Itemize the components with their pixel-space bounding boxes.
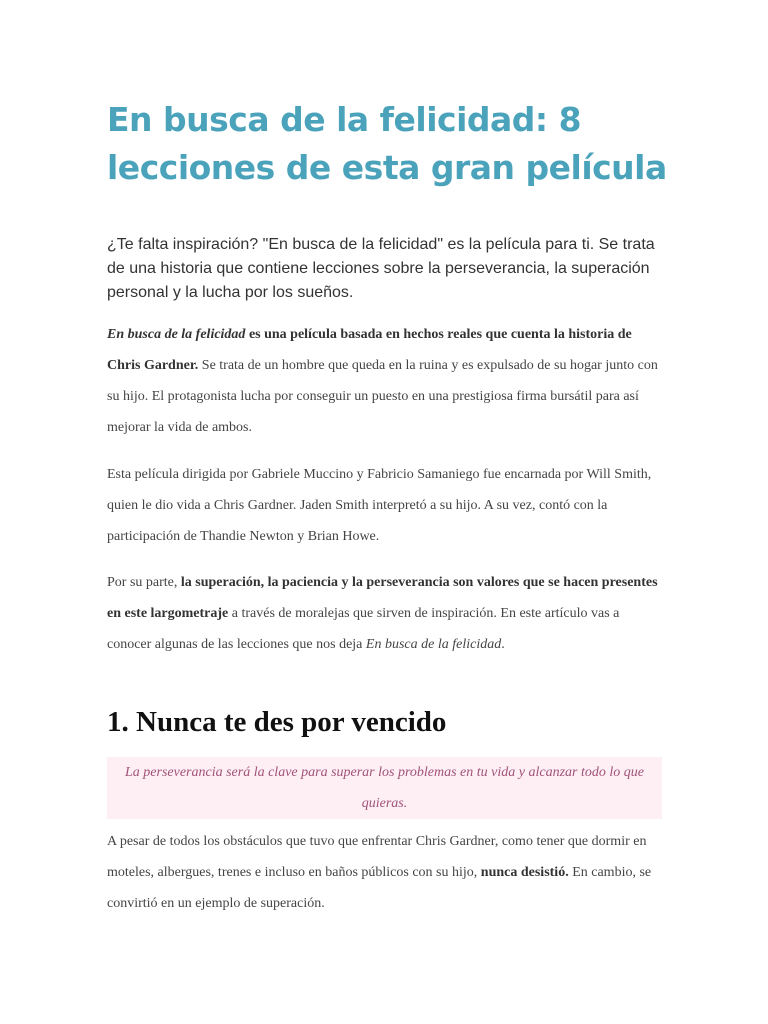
section-1-text-a: A pesar de todos los obstáculos que tuvo que enfrentar Chris Gardner, como tener que dormir en moteles, albergues, trenes e incluso en baños públicos con su hijo, [107, 834, 647, 880]
section-1-heading: 1. Nunca te des por vencido [107, 706, 447, 738]
paragraph-3 [107, 567, 667, 660]
paragraph-2: Esta película dirigida por Gabriele Muccino y Fabricio Samaniego fue encarnada por Will Smith, quien le dio vida a Chris Gardner. Jaden Smith interpretó a su hijo. A su vez, contó con la participación de Thandie Newton y Brian Howe. [107, 467, 652, 544]
section-1-quote [107, 757, 662, 819]
section-1-text-b: En cambio, se convirtió en un ejemplo de superación. [107, 865, 652, 911]
section-1-quote-text: La perseverancia será la clave para superar los problemas en tu vida y alcanzar todo lo que quieras. [125, 765, 644, 811]
section-1-bold: nunca desistió. [480, 865, 569, 880]
paragraph-3-emphasis: En busca de la felicidad [365, 637, 502, 652]
movie-title-emphasis: En busca de la felicidad [107, 327, 246, 342]
article-intro: ¿Te falta inspiración? "En busca de la felicidad" es la película para ti. Se trata de una historia que contiene lecciones sobre la perseverancia, la superación personal y la lucha por los sueños. [107, 236, 655, 301]
paragraph-1 [107, 319, 667, 443]
paragraph-3-text-a: Por su parte, [107, 575, 181, 590]
paragraph-3-text-c: . [501, 637, 505, 652]
paragraph-1-bold: es una película basada en hechos reales que cuenta la historia de Chris Gardner. [107, 327, 632, 373]
paragraph-1-text: Se trata de un hombre que queda en la ruina y es expulsado de su hogar junto con su hijo. El protagonista lucha por conseguir un puesto en una prestigiosa firma bursátil para así mejorar la vida de ambos. [107, 358, 658, 435]
paragraph-3-text-b: a través de moralejas que sirven de inspiración. En este artículo vas a conocer algunas de las lecciones que nos deja [107, 606, 620, 652]
article-title: En busca de la felicidad: 8 lecciones de esta gran película [107, 100, 667, 187]
paragraph-3-bold: la superación, la paciencia y la perseverancia son valores que se hacen presentes en este largometraje [107, 575, 658, 621]
section-1-paragraph [107, 826, 667, 919]
